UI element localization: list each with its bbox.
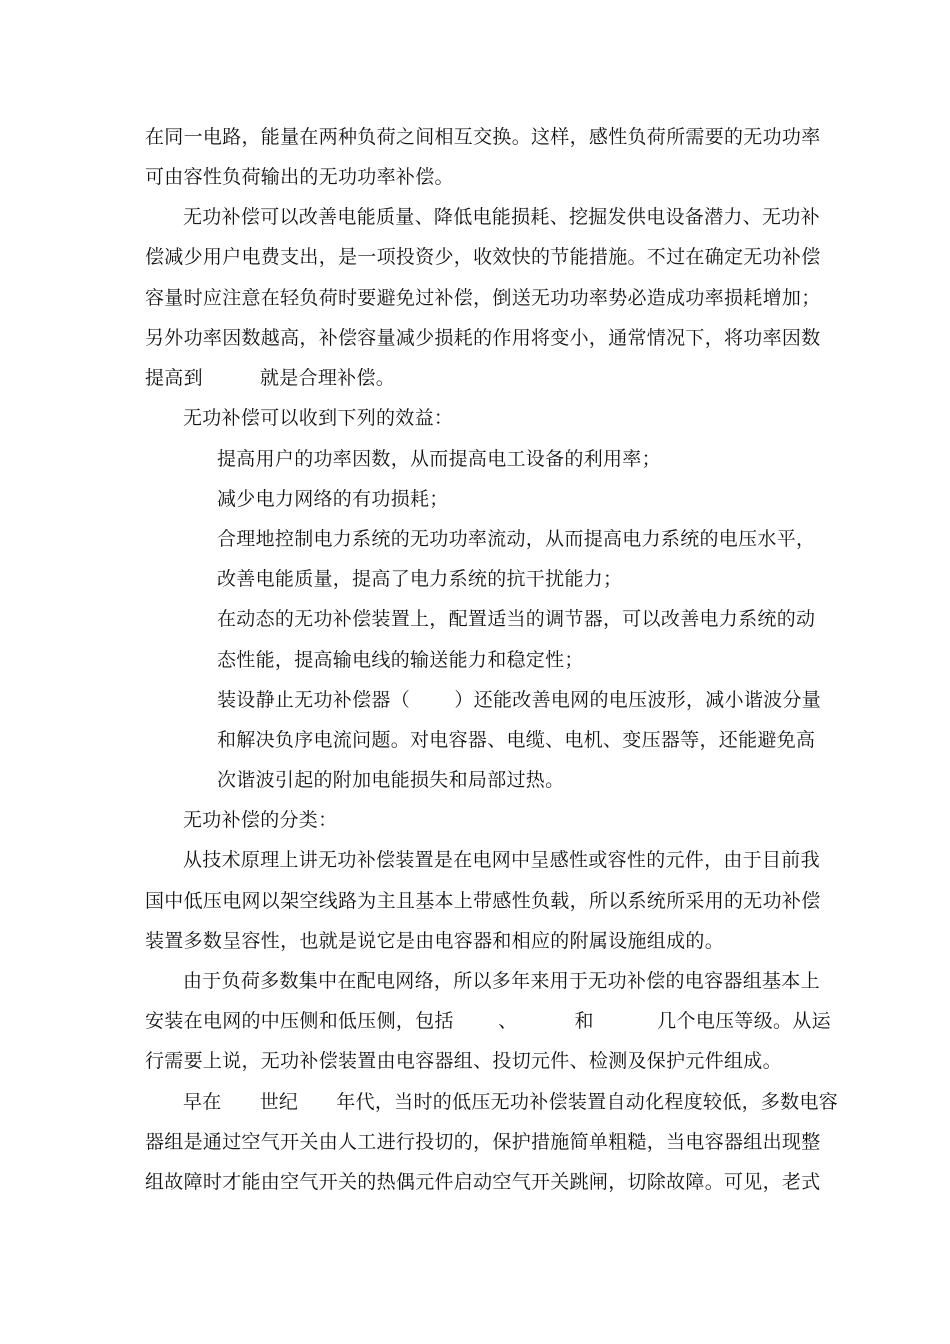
list-item-line: 合理地控制电力系统的无功功率流动，从而提高电力系统的电压水平， <box>217 528 816 550</box>
text-line: 另外功率因数越高，补偿容量减少损耗的作用将变小，通常情况下，将功率因数 <box>145 327 821 349</box>
paragraph-start-line: 早在 世纪 年代，当时的低压无功补偿装置自动化程度较低，多数电容 <box>183 1091 839 1113</box>
list-item-line: 装设静止无功补偿器（ ）还能改善电网的电压波形，减小谐波分量 <box>217 689 822 711</box>
text-line: 提高到 就是合理补偿。 <box>145 367 396 389</box>
list-item-line: 和解决负序电流问题。对电容器、电缆、电机、变压器等，还能避免高 <box>217 729 816 751</box>
section-lead-line: 无功补偿可以收到下列的效益： <box>183 407 454 429</box>
paragraph-start-line: 从技术原理上讲无功补偿装置是在电网中呈感性或容性的元件，由于目前我 <box>183 849 820 871</box>
text-line: 器组是通过空气开关由人工进行投切的，保护措施简单粗糙，当电容器组出现整 <box>145 1131 821 1153</box>
text-line: 容量时应注意在轻负荷时要避免过补偿，倒送无功功率势必造成功率损耗增加； <box>145 287 821 309</box>
text-line: 组故障时才能由空气开关的热偶元件启动空气开关跳闸，切除故障。可见，老式 <box>145 1171 821 1193</box>
paragraph-start-line: 无功补偿可以改善电能质量、降低电能损耗、挖掘发供电设备潜力、无功补 <box>183 206 820 228</box>
text-line: 行需要上说，无功补偿装置由电容器组、投切元件、检测及保护元件组成。 <box>145 1050 782 1072</box>
list-item-line: 提高用户的功率因数，从而提高电工设备的利用率； <box>217 448 661 470</box>
list-item-line: 减少电力网络的有功损耗； <box>217 488 449 510</box>
list-item-line: 改善电能质量，提高了电力系统的抗干扰能力； <box>217 568 623 590</box>
list-item-line: 态性能，提高输电线的输送能力和稳定性； <box>217 649 584 671</box>
section-heading-line: 无功补偿的分类： <box>183 809 338 831</box>
text-line: 安装在电网的中压侧和低压侧，包括 、 和 几个电压等级。从运 <box>145 1010 831 1032</box>
text-line: 国中低压电网以架空线路为主且基本上带感性负载，所以系统所采用的无功补偿 <box>145 890 821 912</box>
text-line: 偿减少用户电费支出，是一项投资少，收效快的节能措施。不过在确定无功补偿 <box>145 246 821 268</box>
text-line: 在同一电路，能量在两种负荷之间相互交换。这样，感性负荷所需要的无功功率 <box>145 126 821 148</box>
paragraph-start-line: 由于负荷多数集中在配电网络，所以多年来用于无功补偿的电容器组基本上 <box>183 970 820 992</box>
list-item-line: 在动态的无功补偿装置上，配置适当的调节器，可以改善电力系统的动 <box>217 608 816 630</box>
list-item-line: 次谐波引起的附加电能损失和局部过热。 <box>217 769 565 791</box>
text-line: 装置多数呈容性，也就是说它是由电容器和相应的附属设施组成的。 <box>145 930 725 952</box>
text-line: 可由容性负荷输出的无功功率补偿。 <box>145 166 454 188</box>
